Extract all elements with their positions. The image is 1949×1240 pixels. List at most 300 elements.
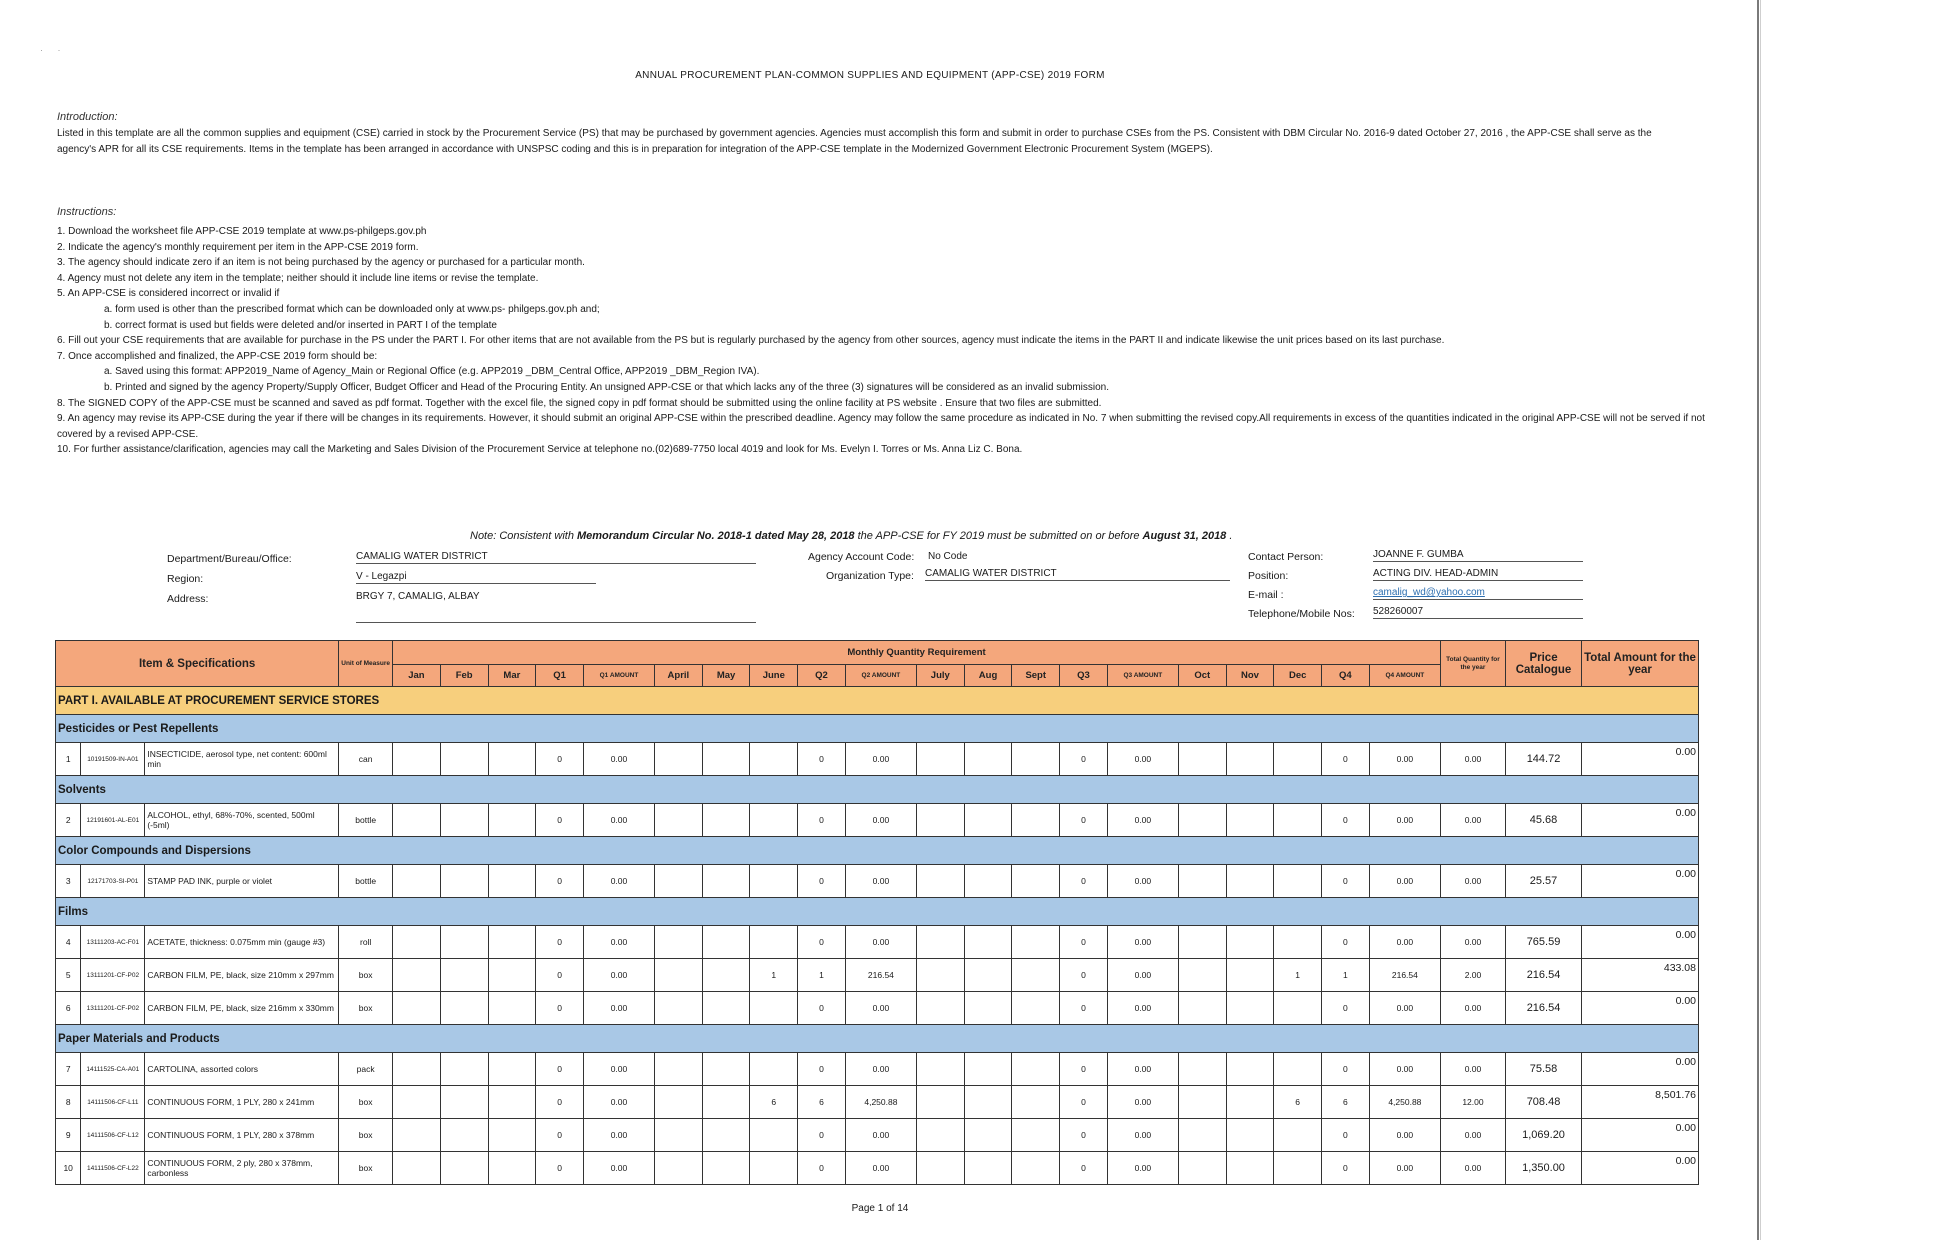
- qty-apr: [655, 1053, 703, 1086]
- item-description: CARBON FILM, PE, black, size 210mm x 297mm: [145, 959, 339, 992]
- qty-jan: [393, 804, 441, 837]
- total-quantity: 0.00: [1440, 1152, 1505, 1185]
- qty-feb: [440, 743, 488, 776]
- item-description: ALCOHOL, ethyl, 68%-70%, scented, 500ml (-5ml): [145, 804, 339, 837]
- qty-feb: [440, 804, 488, 837]
- qty-jul: [916, 804, 964, 837]
- item-number: 5: [56, 959, 81, 992]
- qty-jun: [750, 865, 798, 898]
- amount-q3: 0.00: [1107, 865, 1178, 898]
- unit-of-measure: box: [339, 1086, 393, 1119]
- qty-may: [702, 1152, 750, 1185]
- qty-jan: [393, 1086, 441, 1119]
- item-code: 13111201-CF-P02: [81, 959, 145, 992]
- qty-nov: [1226, 959, 1274, 992]
- qty-apr: [655, 926, 703, 959]
- price-catalogue: 1,069.20: [1505, 1119, 1581, 1152]
- qty-jun: [750, 804, 798, 837]
- qty-q2: 0: [798, 926, 846, 959]
- account-code-value: No Code: [928, 551, 968, 562]
- amount-q3: 0.00: [1107, 743, 1178, 776]
- table-row: [56, 804, 1699, 837]
- qty-aug: [964, 959, 1012, 992]
- total-quantity: 0.00: [1440, 926, 1505, 959]
- qty-apr: [655, 865, 703, 898]
- qty-feb: [440, 1119, 488, 1152]
- qty-feb: [440, 1086, 488, 1119]
- qty-q3: 0: [1060, 804, 1108, 837]
- total-amount: 0.00: [1582, 926, 1699, 959]
- amount-q4: 0.00: [1369, 992, 1440, 1025]
- qty-apr: [655, 1152, 703, 1185]
- month-header: Oct: [1178, 665, 1226, 687]
- qty-nov: [1226, 804, 1274, 837]
- item-description: CONTINUOUS FORM, 1 PLY, 280 x 378mm: [145, 1119, 339, 1152]
- unit-header: Unit of Measure: [339, 641, 393, 687]
- qty-sep: [1012, 1152, 1060, 1185]
- amount-q4: 216.54: [1369, 959, 1440, 992]
- qty-sep: [1012, 865, 1060, 898]
- amount-q2: 0.00: [845, 926, 916, 959]
- table-row: [56, 1152, 1699, 1185]
- note-suffix: .: [1226, 530, 1233, 542]
- contact-person-value: JOANNE F. GUMBA: [1373, 549, 1583, 562]
- item-number: 7: [56, 1053, 81, 1086]
- amount-q4: 0.00: [1369, 743, 1440, 776]
- unit-of-measure: box: [339, 992, 393, 1025]
- amount-q1: 0.00: [583, 959, 654, 992]
- qty-sep: [1012, 1053, 1060, 1086]
- amount-q2: 0.00: [845, 1053, 916, 1086]
- month-header: Dec: [1274, 665, 1322, 687]
- qty-apr: [655, 1119, 703, 1152]
- category-header: Solvents: [56, 776, 1699, 804]
- org-type-value: CAMALIG WATER DISTRICT: [925, 568, 1230, 581]
- item-description: STAMP PAD INK, purple or violet: [145, 865, 339, 898]
- item-description: INSECTICIDE, aerosol type, net content: 600ml min: [145, 743, 339, 776]
- qty-mar: [488, 992, 536, 1025]
- item-code: 12171703-SI-P01: [81, 865, 145, 898]
- qty-jan: [393, 1152, 441, 1185]
- qty-mar: [488, 743, 536, 776]
- qty-jan: [393, 926, 441, 959]
- qty-nov: [1226, 865, 1274, 898]
- qty-jun: [750, 1119, 798, 1152]
- month-header: June: [750, 665, 798, 687]
- quarter-amount-header: Q2 AMOUNT: [845, 665, 916, 687]
- amount-q3: 0.00: [1107, 1086, 1178, 1119]
- region-value: V - Legazpi: [356, 571, 596, 584]
- amount-q1: 0.00: [583, 743, 654, 776]
- email-link[interactable]: camalig_wd@yahoo.com: [1373, 587, 1583, 600]
- note-deadline: August 31, 2018: [1142, 530, 1227, 542]
- qty-nov: [1226, 1119, 1274, 1152]
- qty-sep: [1012, 926, 1060, 959]
- total-quantity: 0.00: [1440, 1119, 1505, 1152]
- qty-feb: [440, 1152, 488, 1185]
- qty-aug: [964, 992, 1012, 1025]
- table-row: [56, 865, 1699, 898]
- qty-jan: [393, 959, 441, 992]
- month-header: April: [655, 665, 703, 687]
- position-value: ACTING DIV. HEAD-ADMIN: [1373, 568, 1583, 581]
- item-description: CARTOLINA, assorted colors: [145, 1053, 339, 1086]
- qty-oct: [1178, 1053, 1226, 1086]
- table-row: [56, 743, 1699, 776]
- qty-q3: 0: [1060, 865, 1108, 898]
- amount-q3: 0.00: [1107, 1053, 1178, 1086]
- qty-q4: 0: [1322, 865, 1370, 898]
- instruction-item: 5. An APP-CSE is considered incorrect or invalid if: [57, 288, 280, 300]
- unit-of-measure: box: [339, 1119, 393, 1152]
- category-header: Paper Materials and Products: [56, 1025, 1699, 1053]
- qty-q1: 0: [536, 992, 584, 1025]
- quarter-amount-header: Q3 AMOUNT: [1107, 665, 1178, 687]
- qty-aug: [964, 1119, 1012, 1152]
- table-row: [56, 1119, 1699, 1152]
- qty-may: [702, 1086, 750, 1119]
- total-amount: 0.00: [1582, 992, 1699, 1025]
- qty-oct: [1178, 865, 1226, 898]
- qty-jul: [916, 959, 964, 992]
- qty-dec: 1: [1274, 959, 1322, 992]
- qty-q2: 0: [798, 865, 846, 898]
- qty-apr: [655, 959, 703, 992]
- amount-q1: 0.00: [583, 1053, 654, 1086]
- qty-nov: [1226, 926, 1274, 959]
- total-amount: 0.00: [1582, 1053, 1699, 1086]
- amount-q1: 0.00: [583, 1119, 654, 1152]
- price-catalogue: 25.57: [1505, 865, 1581, 898]
- qty-jul: [916, 1086, 964, 1119]
- instruction-item: 7. Once accomplished and finalized, the APP-CSE 2019 form should be:: [57, 350, 378, 362]
- item-number: 4: [56, 926, 81, 959]
- quarter-amount-header: Q4 AMOUNT: [1369, 665, 1440, 687]
- item-code: 12191601-AL-E01: [81, 804, 145, 837]
- month-header: Nov: [1226, 665, 1274, 687]
- qty-dec: [1274, 743, 1322, 776]
- qty-jan: [393, 1053, 441, 1086]
- item-number: 8: [56, 1086, 81, 1119]
- item-description: CARBON FILM, PE, black, size 216mm x 330mm: [145, 992, 339, 1025]
- region-label: Region:: [167, 573, 204, 585]
- scan-edge-shadow: [1760, 0, 1761, 1240]
- instruction-item: 2. Indicate the agency's monthly requirement per item in the APP-CSE 2019 form.: [57, 241, 419, 253]
- amount-q4: 0.00: [1369, 1152, 1440, 1185]
- department-label: Department/Bureau/Office:: [167, 553, 292, 565]
- instruction-item: 4. Agency must not delete any item in the template; neither should it include line items or revise the template.: [57, 272, 539, 284]
- month-header: Mar: [488, 665, 536, 687]
- qty-dec: [1274, 992, 1322, 1025]
- qty-jul: [916, 1119, 964, 1152]
- qty-nov: [1226, 992, 1274, 1025]
- unit-of-measure: bottle: [339, 804, 393, 837]
- qty-jan: [393, 1119, 441, 1152]
- unit-of-measure: bottle: [339, 865, 393, 898]
- amount-q4: 4,250.88: [1369, 1086, 1440, 1119]
- qty-q4: 0: [1322, 1119, 1370, 1152]
- total-amount: 0.00: [1582, 804, 1699, 837]
- qty-q4: 0: [1322, 743, 1370, 776]
- month-header: Sept: [1012, 665, 1060, 687]
- qty-oct: [1178, 1086, 1226, 1119]
- instruction-item: 6. Fill out your CSE requirements that are available for purchase in the PS under the PART I. For other items that are not available from the PS but is regularly purchased by the agency from other sources, agency must indicate the items in the PART II and indicate likewise the unit prices based on its last purchase.: [57, 335, 1445, 347]
- scan-edge-line: [1757, 0, 1759, 1240]
- qty-q1: 0: [536, 743, 584, 776]
- qty-q4: 6: [1322, 1086, 1370, 1119]
- qty-nov: [1226, 1053, 1274, 1086]
- address-value: BRGY 7, CAMALIG, ALBAY: [356, 591, 756, 623]
- item-number: 1: [56, 743, 81, 776]
- qty-dec: [1274, 804, 1322, 837]
- amount-q3: 0.00: [1107, 926, 1178, 959]
- unit-of-measure: box: [339, 1152, 393, 1185]
- qty-q3: 0: [1060, 926, 1108, 959]
- qty-q3: 0: [1060, 1119, 1108, 1152]
- qty-sep: [1012, 1119, 1060, 1152]
- instruction-subitem: b. correct format is used but fields were deleted and/or inserted in PART I of the template: [104, 319, 497, 331]
- price-header: Price Catalogue: [1505, 641, 1581, 687]
- amount-q4: 0.00: [1369, 804, 1440, 837]
- item-code: 13111203-AC-F01: [81, 926, 145, 959]
- instruction-item: 1. Download the worksheet file APP-CSE 2019 template at www.ps-philgeps.gov.ph: [57, 226, 427, 237]
- qty-jul: [916, 865, 964, 898]
- qty-aug: [964, 926, 1012, 959]
- qty-q2: 0: [798, 1053, 846, 1086]
- table-row: [56, 926, 1699, 959]
- amount-q2: 0.00: [845, 743, 916, 776]
- amount-q1: 0.00: [583, 1152, 654, 1185]
- address-label: Address:: [167, 593, 209, 605]
- price-catalogue: 75.58: [1505, 1053, 1581, 1086]
- amount-q4: 0.00: [1369, 1119, 1440, 1152]
- procurement-table: [55, 640, 1699, 1185]
- note-middle: the APP-CSE for FY 2019 must be submitted on or before: [854, 530, 1143, 542]
- item-description: CONTINUOUS FORM, 2 ply, 280 x 378mm, carbonless: [145, 1152, 339, 1185]
- item-code: 14111506-CF-L12: [81, 1119, 145, 1152]
- qty-q2: 1: [798, 959, 846, 992]
- qty-aug: [964, 743, 1012, 776]
- item-code: 14111506-CF-L11: [81, 1086, 145, 1119]
- qty-mar: [488, 1152, 536, 1185]
- qty-oct: [1178, 992, 1226, 1025]
- total-quantity: 2.00: [1440, 959, 1505, 992]
- qty-may: [702, 804, 750, 837]
- price-catalogue: 45.68: [1505, 804, 1581, 837]
- qty-sep: [1012, 804, 1060, 837]
- qty-q1: 0: [536, 1053, 584, 1086]
- qty-mar: [488, 804, 536, 837]
- qty-nov: [1226, 1086, 1274, 1119]
- amount-q2: 0.00: [845, 1119, 916, 1152]
- introduction-text: Listed in this template are all the common supplies and equipment (CSE) carried in stock by the Procurement Service (PS) that may be purchased by government agencies. Agencies must accomplish this form and submit in order to purchase CSEs from the PS. Consistent with DBM Circular No. 2016-9 dated October 27, 2016 , the APP-CSE shall serve as the agency's APR for all its CSE requirements. Items in the template has been arranged in accordance with UNSPSC coding and this is in preparation for integration of the APP-CSE template in the Modernized Government Electronic Procurement System (MGEPS).: [57, 128, 1652, 155]
- qty-q2: 0: [798, 804, 846, 837]
- scan-specks: · ·: [40, 45, 67, 55]
- qty-jul: [916, 743, 964, 776]
- instruction-item: 3. The agency should indicate zero if an item is not being purchased by the agency or purchased for a particular month.: [57, 257, 585, 269]
- qty-may: [702, 992, 750, 1025]
- amount-q2: 0.00: [845, 804, 916, 837]
- total-amount: 0.00: [1582, 743, 1699, 776]
- qty-jun: [750, 926, 798, 959]
- month-header: May: [702, 665, 750, 687]
- qty-mar: [488, 865, 536, 898]
- qty-feb: [440, 959, 488, 992]
- qty-aug: [964, 1152, 1012, 1185]
- qty-sep: [1012, 992, 1060, 1025]
- qty-apr: [655, 1086, 703, 1119]
- total-amount: 8,501.76: [1582, 1086, 1699, 1119]
- qty-oct: [1178, 959, 1226, 992]
- qty-mar: [488, 1053, 536, 1086]
- qty-jun: [750, 992, 798, 1025]
- qty-nov: [1226, 1152, 1274, 1185]
- amount-q4: 0.00: [1369, 1053, 1440, 1086]
- page-number: Page 1 of 14: [851, 1203, 909, 1214]
- qty-dec: 6: [1274, 1086, 1322, 1119]
- instruction-subitem: a. Saved using this format: APP2019_Name of Agency_Main or Regional Office (e.g. APP2019 _DBM_Central Office, APP2019 _DBM_Region IVA).: [104, 366, 760, 378]
- qty-q4: 0: [1322, 992, 1370, 1025]
- qty-jul: [916, 1152, 964, 1185]
- qty-mar: [488, 1086, 536, 1119]
- qty-may: [702, 959, 750, 992]
- table-row: [56, 1086, 1699, 1119]
- account-code-label: Agency Account Code:: [808, 551, 915, 563]
- item-number: 10: [56, 1152, 81, 1185]
- month-header: July: [916, 665, 964, 687]
- table-row: [56, 959, 1699, 992]
- price-catalogue: 216.54: [1505, 992, 1581, 1025]
- total-amount: 0.00: [1582, 1119, 1699, 1152]
- qty-q2: 0: [798, 743, 846, 776]
- amount-q4: 0.00: [1369, 865, 1440, 898]
- amount-q2: 216.54: [845, 959, 916, 992]
- qty-q1: 0: [536, 1086, 584, 1119]
- qty-dec: [1274, 1152, 1322, 1185]
- item-description: ACETATE, thickness: 0.075mm min (gauge #3): [145, 926, 339, 959]
- month-header: Aug: [964, 665, 1012, 687]
- amount-q3: 0.00: [1107, 1119, 1178, 1152]
- amount-q1: 0.00: [583, 1086, 654, 1119]
- amount-q1: 0.00: [583, 926, 654, 959]
- qty-may: [702, 1053, 750, 1086]
- total-amount: 0.00: [1582, 865, 1699, 898]
- qty-aug: [964, 1086, 1012, 1119]
- total-amount: 433.08: [1582, 959, 1699, 992]
- qty-oct: [1178, 1152, 1226, 1185]
- qty-sep: [1012, 959, 1060, 992]
- total-quantity: 0.00: [1440, 1053, 1505, 1086]
- qty-jan: [393, 743, 441, 776]
- qty-q3: 0: [1060, 1086, 1108, 1119]
- amount-q3: 0.00: [1107, 1152, 1178, 1185]
- table-row: [56, 992, 1699, 1025]
- qty-dec: [1274, 926, 1322, 959]
- qty-apr: [655, 992, 703, 1025]
- qty-aug: [964, 865, 1012, 898]
- qty-may: [702, 743, 750, 776]
- qty-jun: 6: [750, 1086, 798, 1119]
- instructions-label: Instructions:: [57, 206, 117, 218]
- qty-q2: 0: [798, 1119, 846, 1152]
- qty-q4: 1: [1322, 959, 1370, 992]
- item-number: 9: [56, 1119, 81, 1152]
- item-number: 3: [56, 865, 81, 898]
- unit-of-measure: box: [339, 959, 393, 992]
- quarter-header: Q2: [798, 665, 846, 687]
- total-amount-header: Total Amount for the year: [1582, 641, 1699, 687]
- total-quantity: 0.00: [1440, 804, 1505, 837]
- qty-q1: 0: [536, 1152, 584, 1185]
- phone-value: 528260007: [1373, 606, 1583, 619]
- contact-person-label: Contact Person:: [1248, 551, 1324, 563]
- qty-q3: 0: [1060, 992, 1108, 1025]
- month-header: Feb: [440, 665, 488, 687]
- qty-mar: [488, 959, 536, 992]
- instruction-item: 8. The SIGNED COPY of the APP-CSE must be scanned and saved as pdf format. Together with the excel file, the signed copy in pdf format should be submitted using the online facility at PS website . Ensure that two files are submitted.: [57, 397, 1102, 409]
- position-label: Position:: [1248, 570, 1289, 582]
- qty-may: [702, 926, 750, 959]
- quarter-header: Q4: [1322, 665, 1370, 687]
- qty-q1: 0: [536, 959, 584, 992]
- qty-q2: 0: [798, 1152, 846, 1185]
- qty-apr: [655, 743, 703, 776]
- qty-feb: [440, 992, 488, 1025]
- amount-q1: 0.00: [583, 804, 654, 837]
- unit-of-measure: pack: [339, 1053, 393, 1086]
- total-quantity: 0.00: [1440, 865, 1505, 898]
- category-header: Pesticides or Pest Repellents: [56, 715, 1699, 743]
- instruction-item: 10. For further assistance/clarification, agencies may call the Marketing and Sales Division of the Procurement Service at telephone no.(02)689-7750 local 4019 and look for Ms. Evelyn I. Torres or Ms. Anna Liz C. Bona.: [57, 444, 1023, 456]
- price-catalogue: 765.59: [1505, 926, 1581, 959]
- amount-q3: 0.00: [1107, 959, 1178, 992]
- price-catalogue: 1,350.00: [1505, 1152, 1581, 1185]
- price-catalogue: 144.72: [1505, 743, 1581, 776]
- qty-jan: [393, 865, 441, 898]
- unit-of-measure: can: [339, 743, 393, 776]
- total-qty-header: Total Quantity for the year: [1440, 641, 1505, 687]
- total-quantity: 12.00: [1440, 1086, 1505, 1119]
- submission-note: [470, 530, 1232, 542]
- qty-q1: 0: [536, 865, 584, 898]
- qty-q4: 0: [1322, 804, 1370, 837]
- introduction-label: Introduction:: [57, 111, 118, 123]
- page-title: ANNUAL PROCUREMENT PLAN-COMMON SUPPLIES AND EQUIPMENT (APP-CSE) 2019 FORM: [635, 70, 1105, 81]
- item-description: CONTINUOUS FORM, 1 PLY, 280 x 241mm: [145, 1086, 339, 1119]
- qty-aug: [964, 804, 1012, 837]
- qty-oct: [1178, 743, 1226, 776]
- item-code: 13111201-CF-P02: [81, 992, 145, 1025]
- qty-q3: 0: [1060, 743, 1108, 776]
- amount-q2: 0.00: [845, 865, 916, 898]
- amount-q3: 0.00: [1107, 992, 1178, 1025]
- qty-q3: 0: [1060, 1053, 1108, 1086]
- qty-q2: 0: [798, 992, 846, 1025]
- category-header: Films: [56, 898, 1699, 926]
- qty-feb: [440, 1053, 488, 1086]
- note-prefix: Note: Consistent with: [470, 530, 577, 542]
- qty-q4: 0: [1322, 926, 1370, 959]
- instruction-subitem: b. Printed and signed by the agency Property/Supply Officer, Budget Officer and Head of the Procuring Entity. An unsigned APP-CSE or that which lacks any of the three (3) signatures will be considered as an invalid submission.: [104, 381, 1110, 393]
- qty-q3: 0: [1060, 1152, 1108, 1185]
- price-catalogue: 708.48: [1505, 1086, 1581, 1119]
- amount-q1: 0.00: [583, 992, 654, 1025]
- qty-jun: 1: [750, 959, 798, 992]
- part-one-header: PART I. AVAILABLE AT PROCUREMENT SERVICE STORES: [56, 687, 1699, 715]
- quarter-header: Q1: [536, 665, 584, 687]
- qty-may: [702, 865, 750, 898]
- item-code: 14111506-CF-L22: [81, 1152, 145, 1185]
